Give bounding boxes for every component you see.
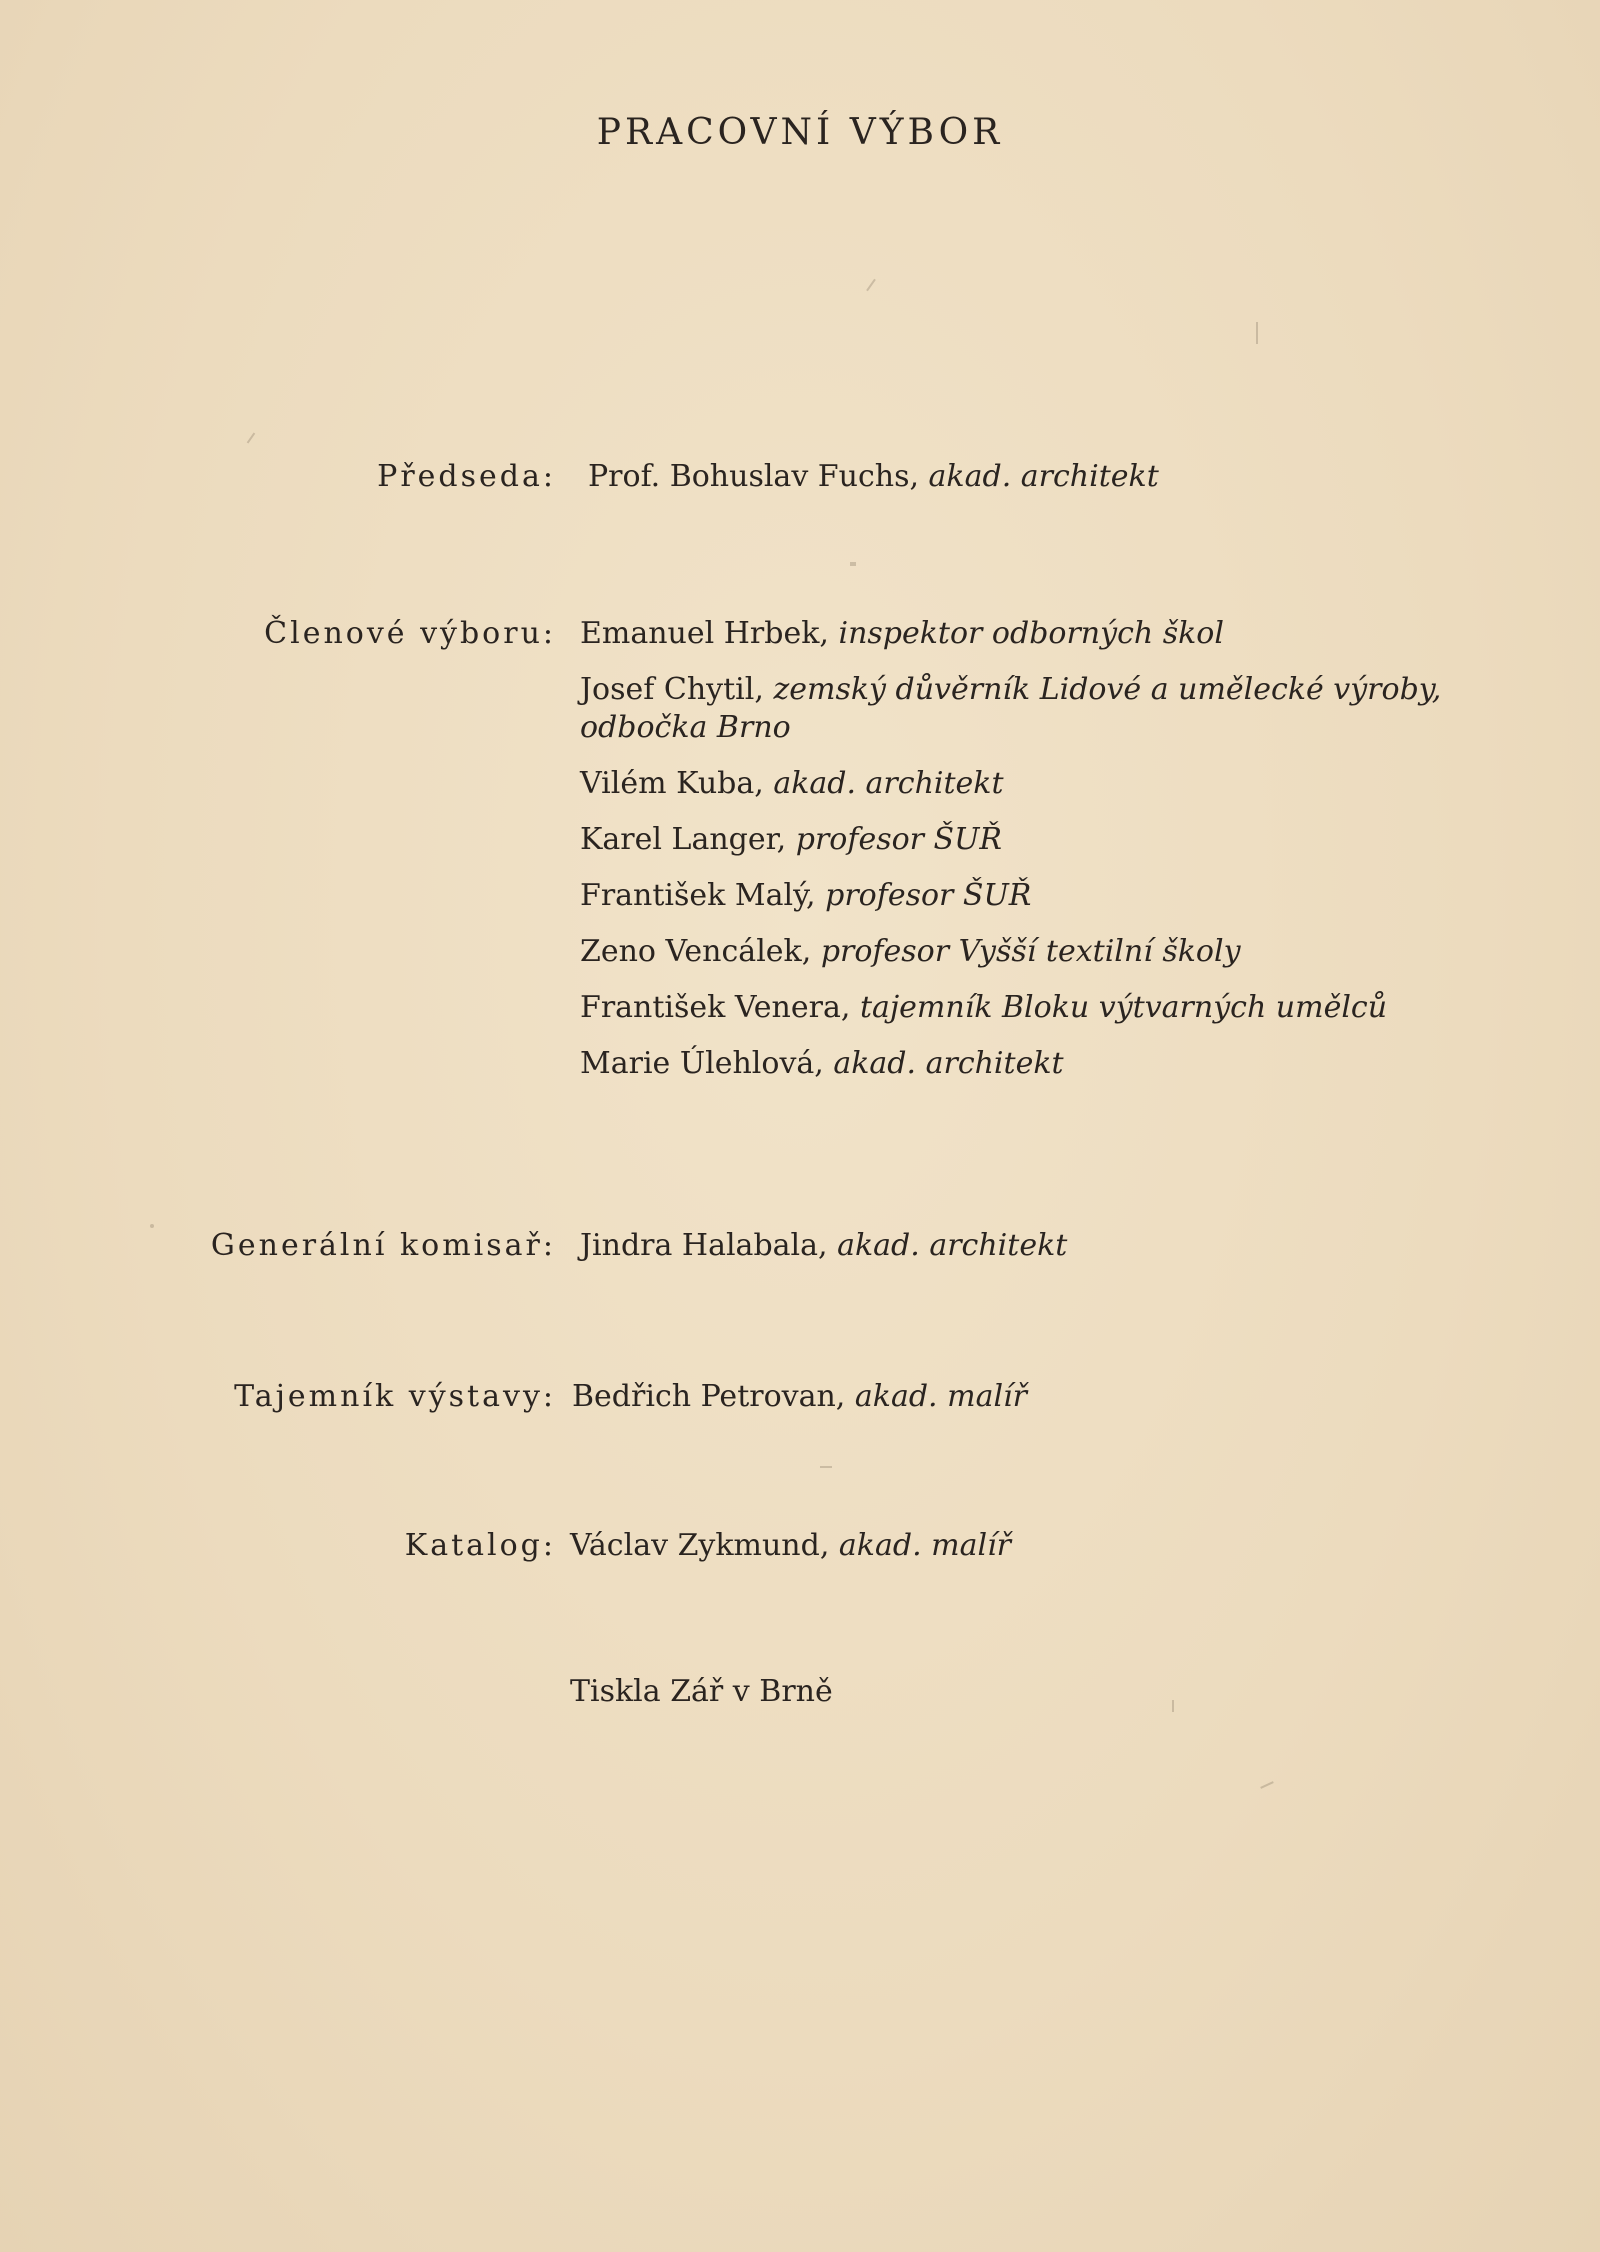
paper-speck	[820, 1466, 832, 1468]
printer-imprint: Tiskla Zář v Brně	[570, 1674, 833, 1709]
paper-speck	[850, 562, 856, 566]
secretary-entry	[572, 1378, 1532, 1416]
committee-label: Členové výboru:	[264, 616, 556, 651]
member-name: Emanuel Hrbek,	[580, 616, 829, 651]
member-role: profesor ŠUŘ	[825, 878, 1032, 913]
catalog-name: Václav Zykmund,	[570, 1528, 830, 1563]
chair-entry	[588, 458, 1548, 496]
member-name: Marie Úlehlová,	[580, 1046, 824, 1081]
member-entry	[580, 765, 1540, 803]
member-entry	[580, 1045, 1540, 1083]
member-entry	[580, 821, 1540, 859]
member-role: tajemník Bloku výtvarných umělců	[859, 990, 1388, 1025]
commissioner-name: Jindra Halabala,	[580, 1228, 828, 1263]
secretary-name: Bedřich Petrovan,	[572, 1379, 846, 1414]
member-role: zemský důvěrník Lidové a umělecké výroby, odbočka Brno	[580, 672, 1442, 745]
catalog-role: akad. malíř	[838, 1528, 1012, 1563]
member-name: Karel Langer,	[580, 822, 787, 857]
secretary-label: Tajemník výstavy:	[234, 1379, 556, 1414]
catalog-entry	[570, 1527, 1530, 1565]
member-entry	[580, 615, 1540, 653]
commissioner-role: akad. architekt	[837, 1228, 1068, 1263]
member-role: profesor Vyšší textilní školy	[820, 934, 1241, 969]
member-name: Josef Chytil,	[580, 672, 764, 707]
committee-members	[580, 615, 1540, 1101]
page-title: PRACOVNÍ VÝBOR	[596, 112, 1004, 153]
paper-speck	[1260, 1781, 1274, 1789]
member-role: profesor ŠUŘ	[795, 822, 1002, 857]
paper-speck	[247, 433, 256, 444]
paper-speck	[1172, 1700, 1174, 1712]
paper-speck	[866, 279, 876, 292]
chair-label: Předseda:	[377, 459, 556, 494]
chair-role: akad. architekt	[928, 459, 1159, 494]
commissioner-label: Generální komisař:	[210, 1228, 556, 1263]
member-entry	[580, 933, 1540, 971]
member-role: inspektor odborných škol	[838, 616, 1224, 651]
secretary-role: akad. malíř	[854, 1379, 1027, 1414]
catalog-label: Katalog:	[404, 1528, 556, 1563]
chair-name: Prof. Bohuslav Fuchs,	[588, 459, 919, 494]
member-name: Vilém Kuba,	[580, 766, 764, 801]
member-role: akad. architekt	[833, 1046, 1064, 1081]
member-entry	[580, 989, 1540, 1027]
commissioner-entry	[580, 1227, 1540, 1265]
paper-speck	[150, 1224, 154, 1228]
member-role: akad. architekt	[773, 766, 1004, 801]
paper-speck	[1256, 322, 1258, 344]
member-name: František Venera,	[580, 990, 851, 1025]
member-name: František Malý,	[580, 878, 816, 913]
member-entry	[580, 671, 1480, 747]
member-name: Zeno Vencálek,	[580, 934, 812, 969]
member-entry	[580, 877, 1540, 915]
